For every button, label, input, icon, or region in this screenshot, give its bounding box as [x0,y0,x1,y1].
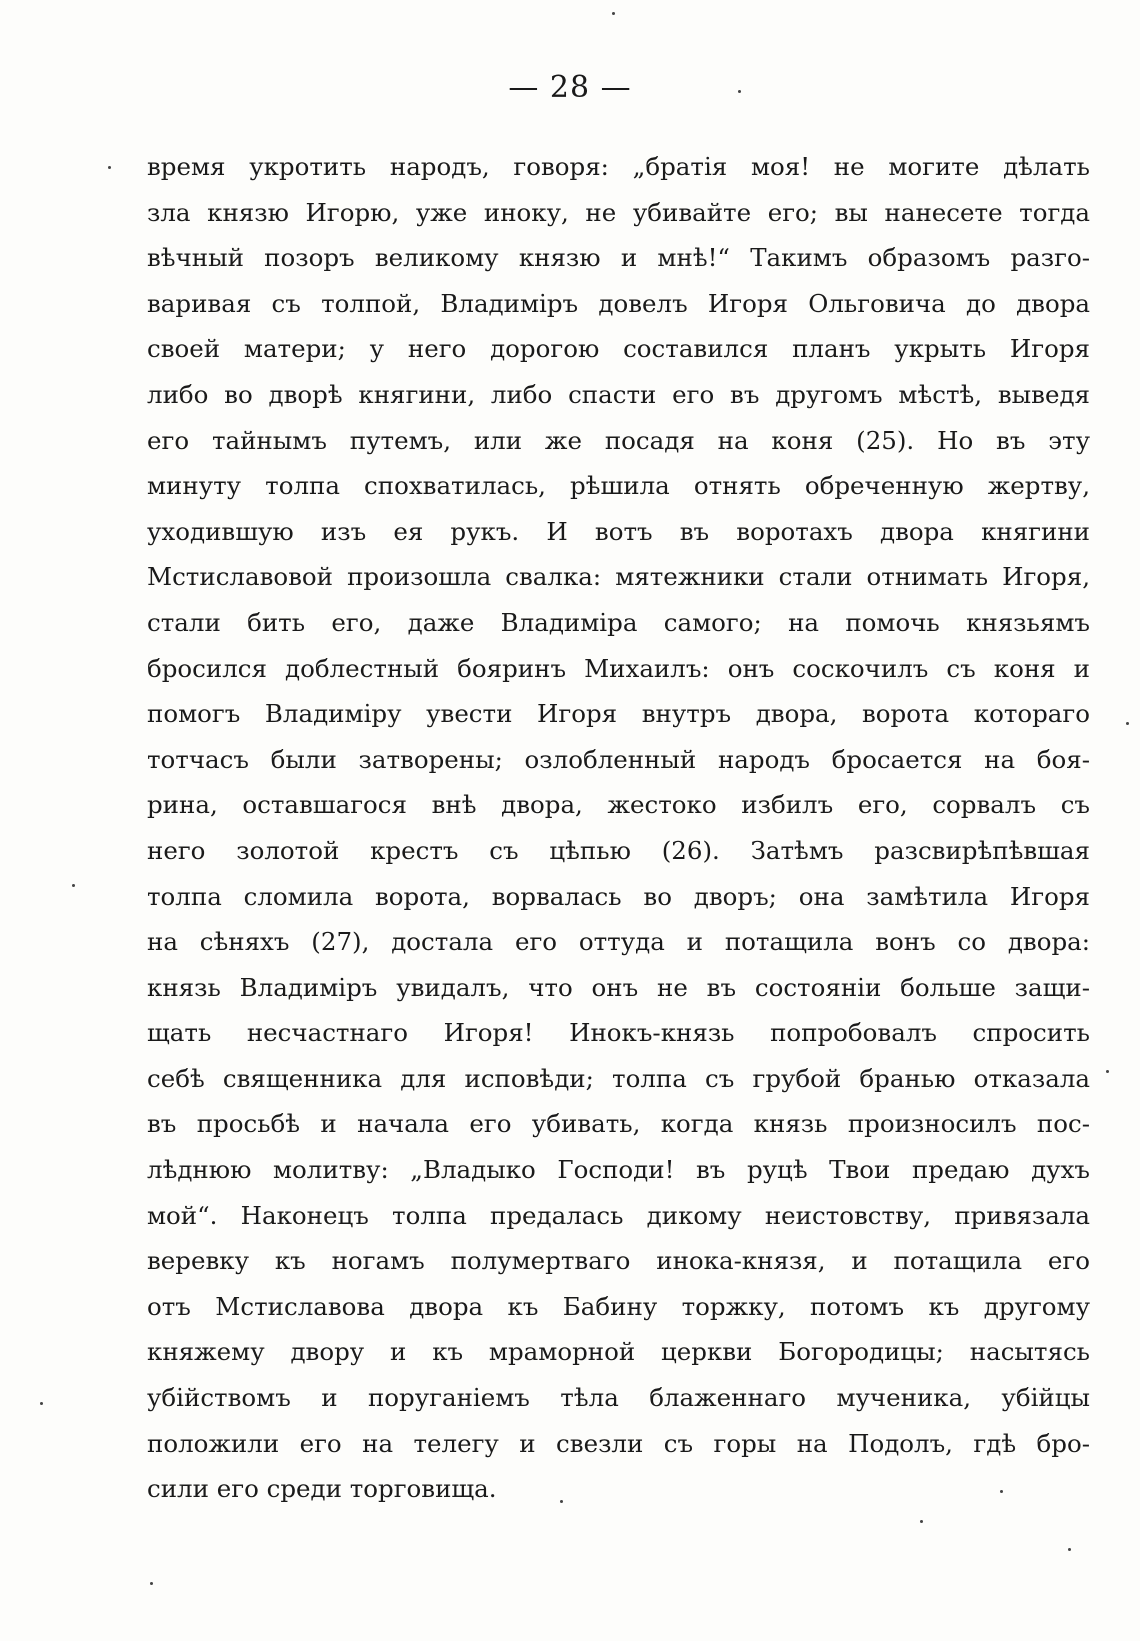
text-line: минуту толпа спохватилась, рѣшила отнять обреченную жертву, [147,471,1090,501]
text-line: отъ Мстиславова двора къ Бабину торжку, потомъ къ другому [147,1291,1090,1321]
text-line: князь Владиміръ увидалъ, что онъ не въ состояніи больше защи- [147,972,1090,1002]
scan-speck [560,1500,563,1503]
text-line: убійствомъ и поруганіемъ тѣла блаженнаго мученика, убійцы [147,1383,1090,1413]
text-line: лѣднюю молитву: „Владыко Господи! въ руцѣ Твои предаю духъ [147,1155,1090,1185]
scan-speck [1000,1490,1003,1493]
body-text [147,144,1090,1512]
text-line: стали бить его, даже Владиміра самого; на помочь князьямъ [147,607,1090,637]
text-line: варивая съ толпой, Владиміръ довелъ Игоря Ольговича до двора [147,288,1090,318]
scan-speck [1068,1548,1071,1551]
text-line: сили его среди торговища. [147,1474,497,1504]
text-line: его тайнымъ путемъ, или же посадя на коня (25). Но въ эту [147,425,1090,455]
text-line: на сѣняхъ (27), достала его оттуда и потащила вонъ со двора: [147,927,1090,957]
text-line: время укротить народъ, говоря: „братія моя! не могите дѣлать [147,152,1090,181]
scan-speck [612,12,615,15]
text-line: Мстиславовой произошла свалка: мятежники стали отнимать Игоря, [147,562,1090,592]
scan-speck [920,1520,923,1523]
text-line: тотчасъ были затворены; озлобленный народъ бросается на боя- [147,744,1090,774]
text-line: бросился доблестный бояринъ Михаилъ: онъ соскочилъ съ коня и [147,653,1090,683]
page-number: — 28 — [508,70,632,105]
scan-speck [40,1402,43,1405]
scan-speck [1106,1070,1109,1073]
text-line: него золотой крестъ съ цѣпью (26). Затѣмъ разсвирѣпѣвшая [147,835,1090,865]
scan-speck [150,1582,153,1585]
scan-speck [738,90,741,93]
text-line: въ просьбѣ и начала его убивать, когда князь произносилъ пос- [147,1109,1090,1139]
text-line: уходившую изъ ея рукъ. И вотъ въ воротахъ двора княгини [147,516,1090,546]
text-line: княжему двору и къ мраморной церкви Богородицы; насытясь [147,1337,1090,1367]
text-line: щать несчастнаго Игоря! Инокъ-князь попробовалъ спросить [147,1018,1090,1048]
scan-speck [1126,722,1129,725]
text-line: помогъ Владиміру увести Игоря внутръ двора, ворота котораго [147,699,1090,729]
text-line: положили его на телегу и свезли съ горы на Подолъ, гдѣ бро- [147,1428,1090,1458]
scan-speck [72,884,75,887]
text-line: веревку къ ногамъ полумертваго инока-князя, и потащила его [147,1246,1090,1276]
text-line: зла князю Игорю, уже иноку, не убивайте его; вы нанесете тогда [147,197,1090,227]
text-line: толпа сломила ворота, ворвалась во дворъ; она замѣтила Игоря [147,881,1090,911]
text-line: либо во дворѣ княгини, либо спасти его въ другомъ мѣстѣ, выведя [147,379,1090,409]
scan-speck [108,166,111,169]
text-line: рина, оставшагося внѣ двора, жестоко избилъ его, сорвалъ съ [147,790,1090,820]
text-line: себѣ священника для исповѣди; толпа съ грубой бранью отказала [147,1063,1090,1093]
text-line: вѣчный позоръ великому князю и мнѣ!“ Такимъ образомъ разго- [147,243,1090,273]
text-line: мой“. Наконецъ толпа предалась дикому неистовству, привязала [147,1200,1090,1230]
text-line: своей матери; у него дорогою составился планъ укрыть Игоря [147,334,1090,364]
